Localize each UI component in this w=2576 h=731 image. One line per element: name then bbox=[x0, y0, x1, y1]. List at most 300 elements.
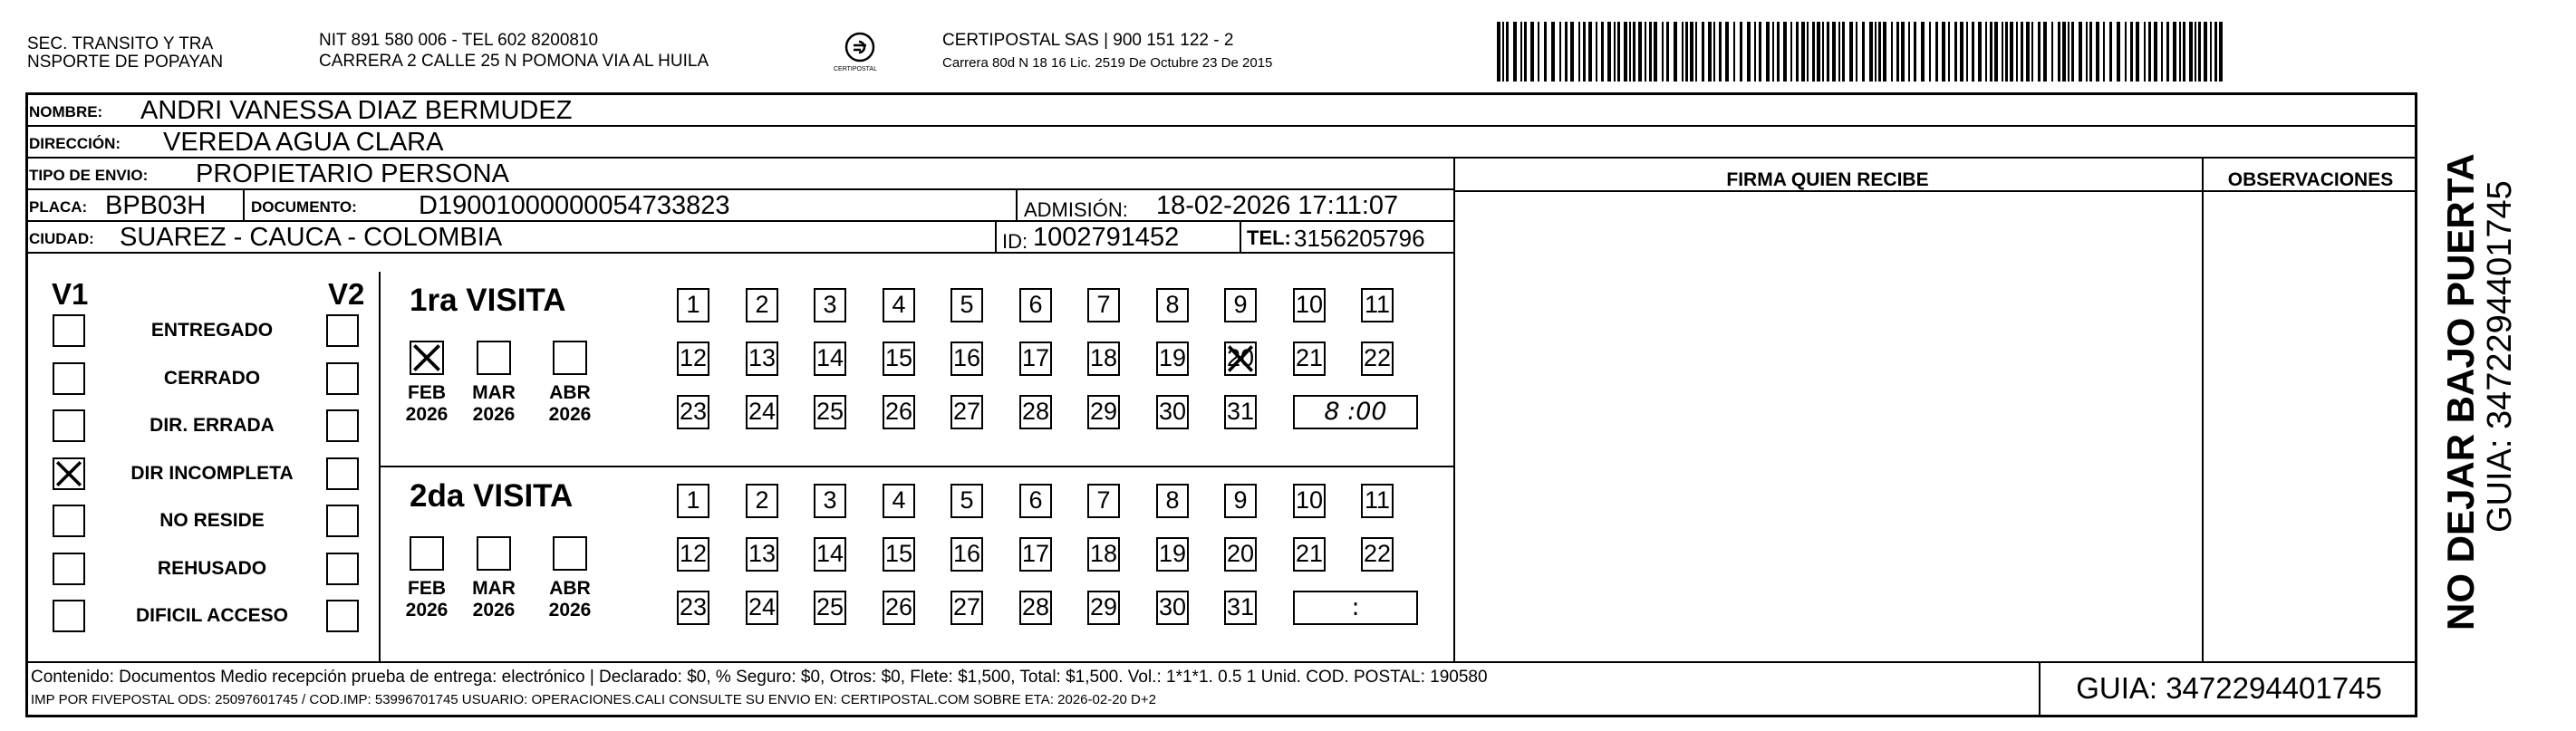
day-box[interactable] bbox=[746, 395, 778, 429]
day-number: 15 bbox=[884, 344, 913, 371]
day-number: 27 bbox=[952, 398, 981, 425]
day-box[interactable] bbox=[1156, 341, 1189, 376]
no-dejar-vertical: NO DEJAR BAJO PUERTA bbox=[2439, 153, 2482, 630]
day-box[interactable] bbox=[1293, 484, 1326, 518]
barcode-bar bbox=[1875, 22, 1877, 82]
barcode-bar bbox=[1685, 22, 1688, 82]
barcode-bar bbox=[1759, 22, 1761, 82]
barcode-bar bbox=[2166, 22, 2169, 82]
day-number: 16 bbox=[952, 344, 981, 371]
barcode-bar bbox=[2103, 22, 2105, 82]
month-checkbox[interactable] bbox=[553, 536, 587, 571]
barcode-bar bbox=[2179, 22, 2181, 82]
day-box[interactable] bbox=[1019, 484, 1052, 518]
day-number: 17 bbox=[1021, 344, 1050, 371]
day-number: 19 bbox=[1158, 344, 1187, 371]
day-box[interactable] bbox=[677, 341, 709, 376]
footer-guia: GUIA: 3472294401745 bbox=[2076, 671, 2382, 705]
day-box[interactable] bbox=[883, 484, 915, 518]
day-box[interactable] bbox=[814, 484, 846, 518]
day-box[interactable] bbox=[746, 591, 778, 625]
barcode-bar bbox=[2117, 22, 2120, 82]
barcode-bar bbox=[1578, 22, 1580, 82]
day-number: 28 bbox=[1021, 593, 1050, 620]
sign-divider bbox=[1453, 159, 1455, 661]
logo-wordmark: CERTIPOSTAL bbox=[834, 66, 877, 72]
day-number: 31 bbox=[1226, 593, 1255, 620]
barcode-bar bbox=[1914, 22, 1916, 82]
day-box[interactable] bbox=[1087, 591, 1120, 625]
barcode-bar bbox=[1994, 22, 1998, 82]
day-number: 23 bbox=[679, 593, 708, 620]
barcode-bar bbox=[1777, 22, 1780, 82]
status-label: CERRADO bbox=[163, 367, 261, 389]
barcode-bar bbox=[2021, 22, 2023, 82]
recipient-name: ANDRI VANESSA DIAZ BERMUDEZ bbox=[140, 96, 573, 125]
day-number: 24 bbox=[748, 398, 777, 425]
barcode-bar bbox=[2010, 22, 2013, 82]
day-box[interactable] bbox=[1361, 341, 1394, 376]
month-checkbox[interactable] bbox=[477, 536, 511, 571]
status-v2-checkbox[interactable] bbox=[326, 362, 359, 395]
day-box[interactable] bbox=[1087, 537, 1120, 572]
barcode-bar bbox=[1702, 22, 1704, 82]
barcode-bar bbox=[1733, 22, 1735, 82]
barcode-bar bbox=[1695, 22, 1697, 82]
barcode-bar bbox=[2086, 22, 2088, 82]
barcode-bar bbox=[1801, 22, 1805, 82]
plate-row bbox=[25, 190, 1453, 222]
barcode-bar bbox=[1601, 22, 1604, 82]
time-box[interactable]: 8 :00 bbox=[1293, 395, 1418, 429]
day-box[interactable] bbox=[883, 591, 915, 625]
day-box[interactable] bbox=[1156, 288, 1189, 322]
status-v1-checkbox[interactable] bbox=[53, 505, 85, 537]
day-box[interactable] bbox=[746, 341, 778, 376]
barcode-bar bbox=[1551, 22, 1555, 82]
barcode-bar bbox=[1849, 22, 1853, 82]
barcode-bar bbox=[1817, 22, 1820, 82]
day-box[interactable] bbox=[950, 288, 983, 322]
day-box[interactable] bbox=[883, 288, 915, 322]
courier-line: CERTIPOSTAL SAS | 900 151 122 - 2 bbox=[942, 31, 1234, 50]
status-v1-checkbox[interactable] bbox=[53, 553, 85, 585]
barcode-bar bbox=[2148, 22, 2151, 82]
day-number: 13 bbox=[748, 540, 777, 567]
day-number: 12 bbox=[679, 344, 708, 371]
barcode-bar bbox=[2016, 22, 2018, 82]
x-mark-icon bbox=[411, 342, 442, 373]
status-label: REHUSADO bbox=[157, 557, 267, 579]
day-box[interactable] bbox=[814, 395, 846, 429]
day-box[interactable] bbox=[1224, 484, 1257, 518]
day-box[interactable] bbox=[1019, 537, 1052, 572]
day-box[interactable] bbox=[1087, 395, 1120, 429]
day-box[interactable] bbox=[950, 395, 983, 429]
day-box[interactable] bbox=[950, 591, 983, 625]
barcode-bar bbox=[1524, 22, 1527, 82]
month-year: 2026 bbox=[548, 600, 592, 620]
barcode-bar bbox=[1862, 22, 1865, 82]
day-box[interactable] bbox=[1293, 341, 1326, 376]
barcode-bar bbox=[1978, 22, 1982, 82]
barcode-bar bbox=[1796, 22, 1799, 82]
month-year: 2026 bbox=[405, 404, 449, 425]
day-box[interactable] bbox=[677, 591, 709, 625]
day-number: 12 bbox=[679, 540, 708, 567]
month-label bbox=[467, 578, 521, 621]
barcode-bar bbox=[2204, 22, 2207, 82]
day-box[interactable] bbox=[1156, 591, 1189, 625]
day-box[interactable] bbox=[1361, 288, 1394, 322]
name-row bbox=[25, 95, 2417, 127]
barcode-bar bbox=[1747, 22, 1751, 82]
day-box[interactable] bbox=[1293, 288, 1326, 322]
recipient-address: VEREDA AGUA CLARA bbox=[163, 128, 444, 157]
day-number: 25 bbox=[815, 593, 844, 620]
day-box[interactable] bbox=[1361, 484, 1394, 518]
barcode-bar bbox=[2173, 22, 2176, 82]
visit2-title: 2da VISITA bbox=[410, 478, 574, 514]
day-number: 11 bbox=[1364, 486, 1391, 514]
day-number: 15 bbox=[884, 540, 913, 567]
month-name: ABR bbox=[549, 578, 591, 599]
day-box[interactable] bbox=[1019, 591, 1052, 625]
day-number: 17 bbox=[1021, 540, 1050, 567]
barcode-bar bbox=[2005, 22, 2008, 82]
day-number: 11 bbox=[1364, 291, 1391, 318]
day-number: 1 bbox=[686, 291, 700, 318]
day-box[interactable] bbox=[1087, 341, 1120, 376]
barcode-bar bbox=[2002, 22, 2003, 82]
day-number: 9 bbox=[1233, 291, 1248, 318]
day-box[interactable] bbox=[746, 288, 778, 322]
id-value: 1002791452 bbox=[1033, 223, 1180, 252]
plate-label: PLACA: bbox=[29, 198, 88, 216]
day-box[interactable] bbox=[1087, 288, 1120, 322]
day-number: 14 bbox=[815, 344, 844, 371]
barcode-bar bbox=[1954, 22, 1957, 82]
month-checkbox[interactable] bbox=[410, 341, 444, 375]
barcode-bar bbox=[1891, 22, 1893, 82]
barcode-bar bbox=[1766, 22, 1770, 82]
month-label bbox=[543, 578, 597, 621]
day-number: 20 bbox=[1226, 540, 1255, 567]
barcode-bar bbox=[2079, 22, 2082, 82]
day-box[interactable] bbox=[1019, 395, 1052, 429]
barcode-bar bbox=[2144, 22, 2146, 82]
address-label: DIRECCIÓN: bbox=[29, 135, 121, 152]
org-name-line2: NSPORTE DE POPAYAN bbox=[27, 53, 224, 72]
barcode-bar bbox=[1883, 22, 1886, 82]
status-label: DIFICIL ACCESO bbox=[135, 605, 288, 626]
day-box[interactable] bbox=[677, 395, 709, 429]
day-number: 4 bbox=[892, 486, 906, 514]
month-name: MAR bbox=[472, 382, 516, 403]
day-box[interactable] bbox=[1224, 591, 1257, 625]
barcode-bar bbox=[2071, 22, 2074, 82]
day-box[interactable] bbox=[746, 537, 778, 572]
barcode-bar bbox=[2154, 22, 2157, 82]
day-box[interactable] bbox=[677, 484, 709, 518]
day-box[interactable] bbox=[814, 591, 846, 625]
barcode-bar bbox=[1878, 22, 1881, 82]
day-box[interactable] bbox=[1156, 395, 1189, 429]
barcode bbox=[1497, 22, 2231, 82]
day-box[interactable] bbox=[1156, 484, 1189, 518]
barcode-bar bbox=[1520, 22, 1522, 82]
barcode-bar bbox=[1497, 22, 1500, 82]
address-row bbox=[25, 127, 2417, 159]
day-box[interactable] bbox=[883, 537, 915, 572]
city-label: CIUDAD: bbox=[29, 230, 94, 247]
day-number: 27 bbox=[952, 593, 981, 620]
status-v2-checkbox[interactable] bbox=[326, 409, 359, 442]
barcode-bar bbox=[1633, 22, 1635, 82]
barcode-bar bbox=[1596, 22, 1597, 82]
month-year: 2026 bbox=[472, 600, 516, 620]
v1-label: V1 bbox=[52, 277, 89, 311]
day-number: 10 bbox=[1295, 291, 1324, 318]
status-v1-checkbox[interactable] bbox=[53, 314, 85, 347]
day-box[interactable] bbox=[814, 537, 846, 572]
day-box[interactable] bbox=[1156, 537, 1189, 572]
day-number: 31 bbox=[1226, 398, 1255, 425]
barcode-bar bbox=[2195, 22, 2196, 82]
barcode-bar bbox=[1929, 22, 1931, 82]
month-name: FEB bbox=[408, 578, 446, 599]
status-v2-checkbox[interactable] bbox=[326, 600, 359, 632]
type-label: TIPO DE ENVIO: bbox=[29, 167, 149, 184]
contents-line: Contenido: Documentos Medio recepción prueba de entrega: electrónico | Declarado: $0, % Seguro: $0, Otros: $0, Flete: $1,500, Total: $1,500. Vol.: 1*1*1. 0.5 1 Unid. COD. POSTAL: 190580 bbox=[31, 668, 1488, 687]
barcode-bar bbox=[2026, 22, 2030, 82]
day-box[interactable] bbox=[883, 395, 915, 429]
day-number: 6 bbox=[1028, 291, 1043, 318]
barcode-bar bbox=[2189, 22, 2193, 82]
barcode-bar bbox=[1662, 22, 1664, 82]
barcode-bar bbox=[1960, 22, 1963, 82]
day-number: 21 bbox=[1295, 344, 1324, 371]
barcode-bar bbox=[1901, 22, 1905, 82]
barcode-bar bbox=[1948, 22, 1950, 82]
barcode-bar bbox=[1638, 22, 1642, 82]
barcode-bar bbox=[1838, 22, 1840, 82]
day-number: 13 bbox=[748, 344, 777, 371]
day-box[interactable] bbox=[814, 288, 846, 322]
plate-value: BPB03H bbox=[105, 191, 207, 220]
barcode-bar bbox=[1607, 22, 1611, 82]
status-v1-checkbox[interactable] bbox=[53, 457, 85, 490]
barcode-bar bbox=[1790, 22, 1792, 82]
month-name: MAR bbox=[472, 578, 516, 599]
day-number: 30 bbox=[1158, 398, 1187, 425]
day-box[interactable] bbox=[677, 537, 709, 572]
barcode-bar bbox=[2038, 22, 2041, 82]
status-v2-checkbox[interactable] bbox=[326, 314, 359, 347]
status-v1-checkbox[interactable] bbox=[53, 409, 85, 442]
shipment-type: PROPIETARIO PERSONA bbox=[196, 159, 509, 188]
day-box[interactable] bbox=[1019, 288, 1052, 322]
status-v1-checkbox[interactable] bbox=[53, 600, 85, 632]
day-box[interactable] bbox=[1087, 484, 1120, 518]
month-label bbox=[467, 382, 521, 426]
barcode-bar bbox=[1583, 22, 1586, 82]
day-number: 30 bbox=[1158, 593, 1187, 620]
status-label: DIR. ERRADA bbox=[150, 415, 275, 436]
day-number: 7 bbox=[1096, 291, 1111, 318]
month-year: 2026 bbox=[548, 404, 592, 425]
day-box[interactable] bbox=[1224, 341, 1257, 376]
barcode-bar bbox=[1674, 22, 1677, 82]
month-label bbox=[400, 382, 454, 426]
barcode-bar bbox=[1654, 22, 1657, 82]
barcode-bar bbox=[1682, 22, 1684, 82]
barcode-bar bbox=[2062, 22, 2066, 82]
day-number: 9 bbox=[1233, 486, 1248, 514]
day-box[interactable] bbox=[1224, 537, 1257, 572]
barcode-bar bbox=[1513, 22, 1517, 82]
day-box[interactable] bbox=[1361, 537, 1394, 572]
barcode-bar bbox=[1832, 22, 1836, 82]
barcode-bar bbox=[1740, 22, 1742, 82]
barcode-bar bbox=[1921, 22, 1925, 82]
barcode-bar bbox=[2198, 22, 2201, 82]
day-number: 6 bbox=[1028, 486, 1043, 514]
visit1-title: 1ra VISITA bbox=[410, 283, 566, 318]
barcode-bar bbox=[2161, 22, 2163, 82]
barcode-bar bbox=[1538, 22, 1539, 82]
barcode-bar bbox=[1754, 22, 1756, 82]
barcode-bar bbox=[1530, 22, 1534, 82]
barcode-bar bbox=[1624, 22, 1627, 82]
barcode-bar bbox=[1645, 22, 1646, 82]
month-name: FEB bbox=[408, 382, 446, 403]
barcode-bar bbox=[1985, 22, 1987, 82]
barcode-bar bbox=[1725, 22, 1729, 82]
day-box[interactable] bbox=[677, 288, 709, 322]
admission-label: ADMISIÓN: bbox=[1024, 198, 1128, 221]
barcode-bar bbox=[2183, 22, 2185, 82]
barcode-bar bbox=[1842, 22, 1845, 82]
day-number: 28 bbox=[1021, 398, 1050, 425]
status-v2-checkbox[interactable] bbox=[326, 457, 359, 490]
id-label: ID: bbox=[1002, 230, 1028, 253]
status-v2-checkbox[interactable] bbox=[326, 505, 359, 537]
day-number: 14 bbox=[815, 540, 844, 567]
time-box[interactable]: : bbox=[1293, 591, 1418, 625]
barcode-bar bbox=[1690, 22, 1693, 82]
day-number: 23 bbox=[679, 398, 708, 425]
barcode-bar bbox=[1506, 22, 1509, 82]
day-box[interactable] bbox=[1224, 395, 1257, 429]
status-v2-checkbox[interactable] bbox=[326, 553, 359, 585]
barcode-bar bbox=[1942, 22, 1945, 82]
day-box[interactable] bbox=[1019, 341, 1052, 376]
day-number: 29 bbox=[1089, 398, 1118, 425]
doc-value: D19001000000054733823 bbox=[419, 191, 730, 220]
sign-header: FIRMA QUIEN RECIBE bbox=[1726, 169, 1929, 190]
barcode-bar bbox=[1713, 22, 1715, 82]
barcode-bar bbox=[2109, 22, 2112, 82]
barcode-bar bbox=[1783, 22, 1787, 82]
barcode-bar bbox=[1972, 22, 1974, 82]
day-number: 19 bbox=[1158, 540, 1187, 567]
barcode-bar bbox=[1544, 22, 1547, 82]
day-box[interactable] bbox=[883, 341, 915, 376]
barcode-bar bbox=[1565, 22, 1568, 82]
month-checkbox[interactable] bbox=[553, 341, 587, 375]
barcode-bar bbox=[1708, 22, 1712, 82]
day-box[interactable] bbox=[746, 484, 778, 518]
tel-label: TEL: bbox=[1247, 226, 1291, 249]
barcode-bar bbox=[1908, 22, 1910, 82]
day-box[interactable] bbox=[950, 537, 983, 572]
barcode-bar bbox=[1827, 22, 1829, 82]
barcode-bar bbox=[2051, 22, 2053, 82]
x-mark-icon bbox=[1226, 343, 1255, 374]
barcode-bar bbox=[1502, 22, 1504, 82]
barcode-bar bbox=[1666, 22, 1669, 82]
org-name-line1: SEC. TRANSITO Y TRA bbox=[27, 34, 214, 53]
day-number: 5 bbox=[960, 486, 974, 514]
day-box[interactable] bbox=[814, 341, 846, 376]
month-checkbox[interactable] bbox=[410, 536, 444, 571]
day-number: 18 bbox=[1089, 540, 1118, 567]
day-box[interactable] bbox=[1293, 537, 1326, 572]
footer-line bbox=[25, 661, 2417, 663]
barcode-bar bbox=[2125, 22, 2127, 82]
month-checkbox[interactable] bbox=[477, 341, 511, 375]
day-box[interactable] bbox=[950, 341, 983, 376]
status-label: NO RESIDE bbox=[159, 510, 265, 531]
address-line: CARRERA 2 CALLE 25 N POMONA VIA AL HUILA bbox=[319, 52, 709, 71]
day-box[interactable] bbox=[1224, 288, 1257, 322]
barcode-bar bbox=[1614, 22, 1616, 82]
barcode-bar bbox=[2031, 22, 2033, 82]
city-row bbox=[25, 222, 1453, 254]
barcode-bar bbox=[1869, 22, 1873, 82]
barcode-bar bbox=[1588, 22, 1592, 82]
day-number: 2 bbox=[755, 486, 769, 514]
certipostal-logo bbox=[834, 31, 888, 74]
barcode-bar bbox=[2219, 22, 2223, 82]
barcode-bar bbox=[2214, 22, 2217, 82]
status-label: ENTREGADO bbox=[150, 320, 274, 341]
day-number: 20 bbox=[1226, 344, 1255, 371]
day-number: 26 bbox=[884, 398, 913, 425]
obs-divider bbox=[2202, 159, 2204, 661]
day-number: 4 bbox=[892, 291, 906, 318]
barcode-bar bbox=[1812, 22, 1815, 82]
status-v1-checkbox[interactable] bbox=[53, 362, 85, 395]
guia-vertical: GUIA: 3472294401745 bbox=[2481, 180, 2519, 533]
barcode-bar bbox=[2058, 22, 2060, 82]
day-number: 25 bbox=[815, 398, 844, 425]
barcode-bar bbox=[2068, 22, 2069, 82]
doc-label: DOCUMENTO: bbox=[251, 198, 357, 216]
day-box[interactable] bbox=[950, 484, 983, 518]
month-year: 2026 bbox=[472, 404, 516, 425]
barcode-bar bbox=[2130, 22, 2133, 82]
nit-line: NIT 891 580 006 - TEL 602 8200810 bbox=[319, 31, 599, 50]
day-number: 18 bbox=[1089, 344, 1118, 371]
barcode-bar bbox=[1649, 22, 1652, 82]
day-number: 21 bbox=[1295, 540, 1324, 567]
barcode-bar bbox=[1617, 22, 1620, 82]
day-number: 22 bbox=[1363, 344, 1392, 371]
barcode-bar bbox=[1772, 22, 1774, 82]
barcode-bar bbox=[2089, 22, 2092, 82]
